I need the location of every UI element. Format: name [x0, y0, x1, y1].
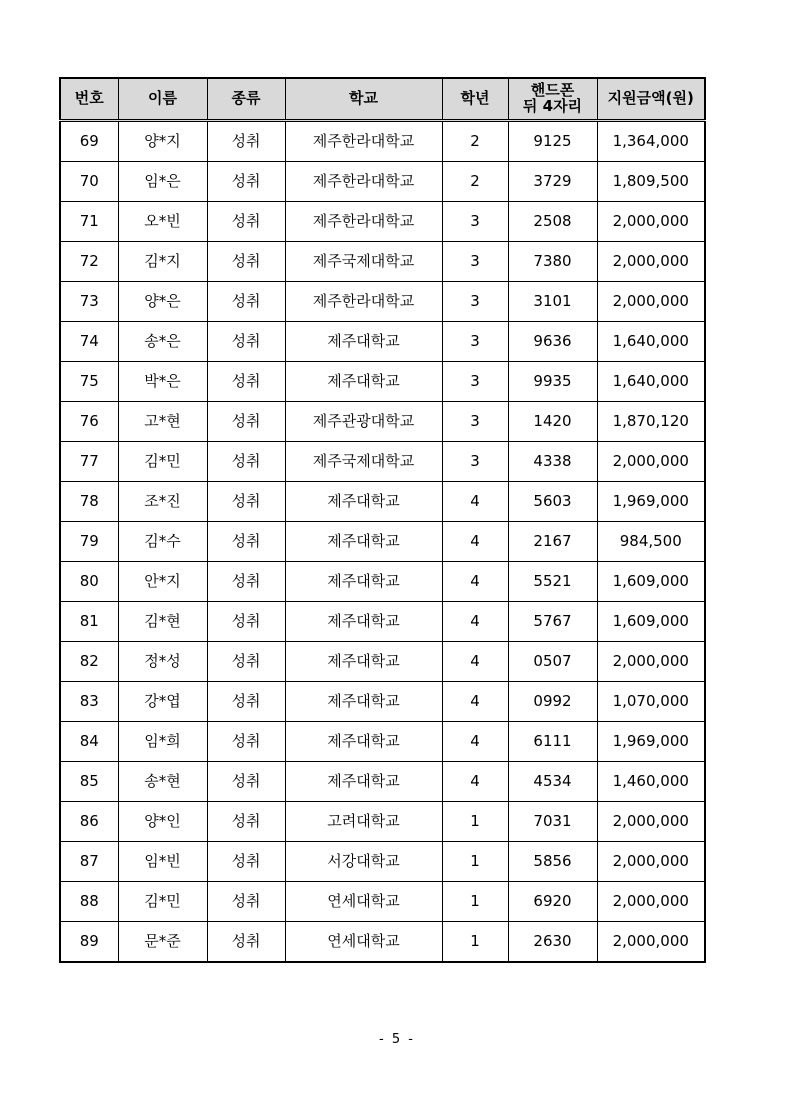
cell-school: 제주대학교: [285, 762, 442, 802]
table-row: [60, 522, 705, 562]
cell-name: 양*지: [118, 121, 207, 162]
cell-amount: 1,460,000: [597, 762, 705, 802]
cell-grade: 2: [442, 121, 508, 162]
cell-amount: 1,609,000: [597, 602, 705, 642]
table-row: [60, 121, 705, 162]
cell-school: 제주대학교: [285, 722, 442, 762]
scholarship-table: [59, 77, 706, 963]
cell-name: 오*빈: [118, 202, 207, 242]
cell-type: 성취: [207, 402, 285, 442]
cell-no: 88: [60, 882, 118, 922]
cell-name: 김*수: [118, 522, 207, 562]
page-number: - 5 -: [379, 1032, 415, 1047]
cell-amount: 2,000,000: [597, 802, 705, 842]
table-row: [60, 682, 705, 722]
table-header: [60, 78, 705, 121]
cell-phone: 9125: [508, 121, 597, 162]
cell-name: 안*지: [118, 562, 207, 602]
cell-grade: 3: [442, 442, 508, 482]
cell-phone: 7031: [508, 802, 597, 842]
cell-school: 연세대학교: [285, 922, 442, 963]
cell-type: 성취: [207, 642, 285, 682]
cell-amount: 2,000,000: [597, 842, 705, 882]
header-phone-line2: 뒤 4자리: [522, 97, 583, 115]
cell-school: 제주한라대학교: [285, 121, 442, 162]
cell-school: 제주대학교: [285, 602, 442, 642]
cell-amount: 984,500: [597, 522, 705, 562]
cell-grade: 3: [442, 362, 508, 402]
cell-grade: 4: [442, 562, 508, 602]
table-row: [60, 922, 705, 963]
cell-school: 서강대학교: [285, 842, 442, 882]
cell-grade: 3: [442, 322, 508, 362]
cell-type: 성취: [207, 802, 285, 842]
cell-no: 73: [60, 282, 118, 322]
cell-type: 성취: [207, 922, 285, 963]
cell-amount: 1,809,500: [597, 162, 705, 202]
table-row: [60, 762, 705, 802]
cell-school: 제주한라대학교: [285, 202, 442, 242]
cell-type: 성취: [207, 762, 285, 802]
cell-phone: 3729: [508, 162, 597, 202]
cell-grade: 3: [442, 202, 508, 242]
cell-phone: 2508: [508, 202, 597, 242]
header-row: [60, 78, 705, 121]
cell-type: 성취: [207, 442, 285, 482]
cell-name: 고*현: [118, 402, 207, 442]
table-row: [60, 642, 705, 682]
cell-amount: 1,364,000: [597, 121, 705, 162]
cell-amount: 1,640,000: [597, 322, 705, 362]
cell-grade: 4: [442, 722, 508, 762]
cell-name: 김*현: [118, 602, 207, 642]
table-row: [60, 562, 705, 602]
header-name: 이름: [118, 78, 207, 121]
cell-name: 박*은: [118, 362, 207, 402]
cell-no: 87: [60, 842, 118, 882]
cell-name: 김*민: [118, 882, 207, 922]
cell-amount: 2,000,000: [597, 922, 705, 963]
table-row: [60, 242, 705, 282]
cell-no: 81: [60, 602, 118, 642]
cell-no: 72: [60, 242, 118, 282]
cell-school: 제주한라대학교: [285, 162, 442, 202]
cell-type: 성취: [207, 682, 285, 722]
cell-school: 제주국제대학교: [285, 242, 442, 282]
cell-no: 77: [60, 442, 118, 482]
cell-school: 제주대학교: [285, 562, 442, 602]
cell-no: 71: [60, 202, 118, 242]
cell-grade: 1: [442, 842, 508, 882]
cell-no: 78: [60, 482, 118, 522]
table-body: [60, 121, 705, 963]
cell-grade: 3: [442, 402, 508, 442]
table-row: [60, 722, 705, 762]
cell-amount: 1,969,000: [597, 722, 705, 762]
cell-no: 86: [60, 802, 118, 842]
cell-phone: 0992: [508, 682, 597, 722]
cell-type: 성취: [207, 482, 285, 522]
cell-grade: 4: [442, 642, 508, 682]
cell-amount: 1,870,120: [597, 402, 705, 442]
cell-amount: 2,000,000: [597, 642, 705, 682]
cell-phone: 4534: [508, 762, 597, 802]
cell-no: 75: [60, 362, 118, 402]
cell-grade: 1: [442, 882, 508, 922]
header-no: 번호: [60, 78, 118, 121]
cell-name: 문*준: [118, 922, 207, 963]
cell-amount: 2,000,000: [597, 242, 705, 282]
cell-no: 82: [60, 642, 118, 682]
cell-name: 김*민: [118, 442, 207, 482]
cell-school: 제주관광대학교: [285, 402, 442, 442]
cell-phone: 1420: [508, 402, 597, 442]
cell-phone: 9636: [508, 322, 597, 362]
table-row: [60, 882, 705, 922]
cell-amount: 2,000,000: [597, 882, 705, 922]
cell-name: 강*엽: [118, 682, 207, 722]
cell-name: 조*진: [118, 482, 207, 522]
cell-grade: 1: [442, 802, 508, 842]
cell-phone: 5521: [508, 562, 597, 602]
cell-grade: 2: [442, 162, 508, 202]
cell-no: 85: [60, 762, 118, 802]
cell-no: 89: [60, 922, 118, 963]
cell-amount: 2,000,000: [597, 202, 705, 242]
cell-phone: 0507: [508, 642, 597, 682]
cell-school: 제주대학교: [285, 642, 442, 682]
cell-name: 양*인: [118, 802, 207, 842]
cell-no: 79: [60, 522, 118, 562]
cell-type: 성취: [207, 202, 285, 242]
cell-phone: 6920: [508, 882, 597, 922]
cell-grade: 4: [442, 682, 508, 722]
cell-school: 제주대학교: [285, 322, 442, 362]
cell-phone: 5603: [508, 482, 597, 522]
cell-type: 성취: [207, 602, 285, 642]
cell-amount: 2,000,000: [597, 282, 705, 322]
cell-type: 성취: [207, 162, 285, 202]
cell-name: 정*성: [118, 642, 207, 682]
table-row: [60, 282, 705, 322]
table-row: [60, 602, 705, 642]
cell-school: 제주대학교: [285, 682, 442, 722]
cell-phone: 9935: [508, 362, 597, 402]
cell-phone: 6111: [508, 722, 597, 762]
cell-grade: 3: [442, 282, 508, 322]
cell-phone: 2167: [508, 522, 597, 562]
cell-type: 성취: [207, 322, 285, 362]
table-row: [60, 842, 705, 882]
cell-no: 84: [60, 722, 118, 762]
cell-type: 성취: [207, 722, 285, 762]
table-row: [60, 802, 705, 842]
cell-amount: 1,969,000: [597, 482, 705, 522]
cell-type: 성취: [207, 362, 285, 402]
cell-type: 성취: [207, 522, 285, 562]
table-row: [60, 402, 705, 442]
cell-school: 제주한라대학교: [285, 282, 442, 322]
cell-grade: 4: [442, 482, 508, 522]
header-phone: [508, 78, 597, 121]
cell-name: 송*은: [118, 322, 207, 362]
cell-name: 임*은: [118, 162, 207, 202]
header-amount: 지원금액(원): [597, 78, 705, 121]
cell-type: 성취: [207, 842, 285, 882]
cell-grade: 3: [442, 242, 508, 282]
cell-phone: 2630: [508, 922, 597, 963]
cell-phone: 4338: [508, 442, 597, 482]
cell-no: 74: [60, 322, 118, 362]
cell-grade: 4: [442, 522, 508, 562]
cell-phone: 5856: [508, 842, 597, 882]
cell-no: 69: [60, 121, 118, 162]
cell-name: 양*은: [118, 282, 207, 322]
cell-no: 80: [60, 562, 118, 602]
header-grade: 학년: [442, 78, 508, 121]
cell-name: 임*빈: [118, 842, 207, 882]
cell-name: 김*지: [118, 242, 207, 282]
cell-type: 성취: [207, 282, 285, 322]
cell-type: 성취: [207, 882, 285, 922]
cell-school: 제주대학교: [285, 522, 442, 562]
cell-amount: 1,609,000: [597, 562, 705, 602]
header-phone-line1: 핸드폰: [530, 81, 575, 100]
cell-phone: 3101: [508, 282, 597, 322]
table-row: [60, 202, 705, 242]
cell-type: 성취: [207, 242, 285, 282]
cell-grade: 4: [442, 602, 508, 642]
cell-phone: 7380: [508, 242, 597, 282]
cell-amount: 2,000,000: [597, 442, 705, 482]
cell-school: 제주국제대학교: [285, 442, 442, 482]
cell-no: 76: [60, 402, 118, 442]
table-row: [60, 322, 705, 362]
cell-no: 70: [60, 162, 118, 202]
cell-school: 제주대학교: [285, 362, 442, 402]
cell-type: 성취: [207, 562, 285, 602]
scholarship-table-container: [59, 77, 704, 963]
cell-amount: 1,070,000: [597, 682, 705, 722]
cell-type: 성취: [207, 121, 285, 162]
table-row: [60, 362, 705, 402]
cell-school: 고려대학교: [285, 802, 442, 842]
header-school: 학교: [285, 78, 442, 121]
cell-name: 임*희: [118, 722, 207, 762]
cell-amount: 1,640,000: [597, 362, 705, 402]
cell-name: 송*현: [118, 762, 207, 802]
cell-grade: 1: [442, 922, 508, 963]
cell-school: 제주대학교: [285, 482, 442, 522]
header-type: 종류: [207, 78, 285, 121]
cell-no: 83: [60, 682, 118, 722]
table-row: [60, 482, 705, 522]
table-row: [60, 162, 705, 202]
cell-school: 연세대학교: [285, 882, 442, 922]
table-row: [60, 442, 705, 482]
cell-grade: 4: [442, 762, 508, 802]
cell-phone: 5767: [508, 602, 597, 642]
